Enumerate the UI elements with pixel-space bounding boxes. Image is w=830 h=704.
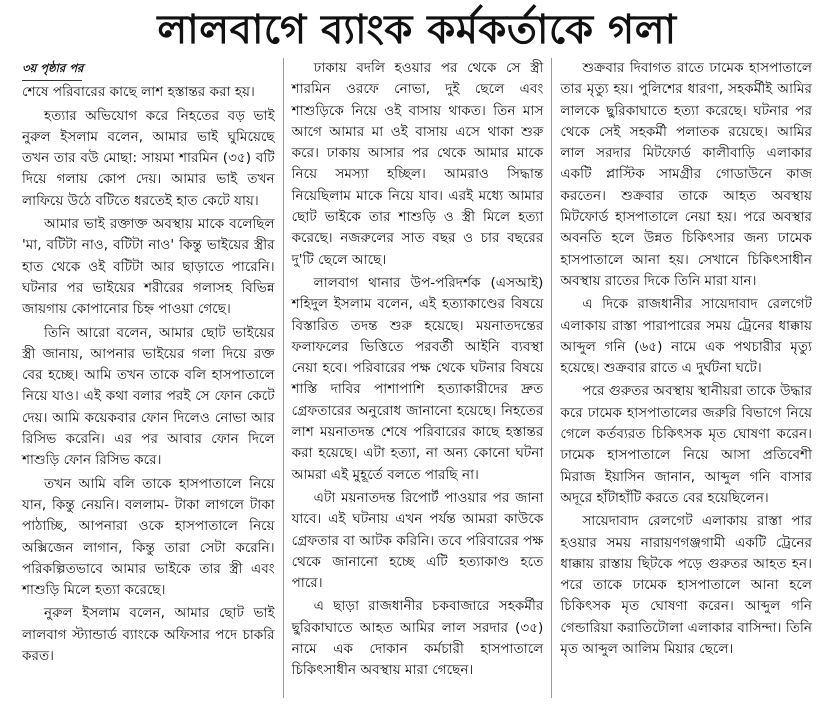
paragraph: তখন আমি বলি তাকে হাসপাতালে নিয়ে যান, কিন্তু নেয়নি। বললাম- টাকা লাগলে টাকা পাঠাচ্ছি, আপনারা ওকে হাসপাতালে নিয়ে অক্সিজেন লাগান, কিন্তু তারা সেটা করেনি। পরিকল্পিতভাবে আমার ভাইকে তার স্ত্রী এবং শাশুড়ি মিলে হত্যা করেছে।: [22, 475, 275, 599]
article-column-1: [14, 58, 283, 698]
paragraph: শেষে পরিবারের কাছে লাশ হস্তান্তর করা হয়।: [22, 84, 255, 101]
paragraph: এ ছাড়া রাজধানীর চকবাজারে সহকর্মীর ছুরিকাঘাতে আহত আমির লাল সরদার (৩৫) নামে এক দোকান কর্মচারী হাসপাতালে চিকিৎসাধীন অবস্থায় মারা গেছেন।: [291, 598, 544, 679]
article-column-2: [283, 58, 552, 698]
headline: লালবাগে ব্যাংক কর্মকর্তাকে গলা: [157, 7, 677, 53]
paragraph: এটা ময়নাতদন্ত রিপোর্ট পাওয়ার পর জানা যাবে। এই ঘটনায় এখন পর্যন্ত আমরা কাউকে গ্রেফতার বা আটক করিনি। তবে পরিবারের পক্ষ থেকে জানানো হচ্ছে এটি হত্যাকাণ্ড হতে পারে।: [291, 489, 544, 592]
paragraph: এ দিকে রাজধানীর সায়েদাবাদ রেলগেট এলাকায় রাস্তা পারাপারের সময় ট্রেনের ধাক্কায় আব্দুল গনি (৬৫) নামে এক পথচারীর মৃত্যু হয়েছে। শুক্রবার রাতে এ দুর্ঘটনা ঘটে।: [560, 296, 812, 377]
paragraph: নুরুল ইসলাম বলেন, আমার ছোট ভাই লালবাগ স্ট্যান্ডার্ড ব্যাংকে অফিসার পদে চাকরি করত।: [22, 605, 275, 665]
article-column-3: [551, 58, 820, 698]
paragraph: পরে গুরুতর অবস্থায় স্থানীয়রা তাকে উদ্ধার করে ঢামেক হাসপাতালের জরুরি বিভাগে নিয়ে গেলে কর্তব্যরত চিকিৎসক মৃত ঘোষণা করেন। ঢামেক হাসপাতালে নিয়ে আসা প্রতিবেশী মিরাজ ইয়াসিন জানান, আব্দুল গনি বাসার অদূরে হাঁটাহাঁটি করতে বের হয়েছিলেন।: [560, 383, 813, 506]
paragraph: ঢাকায় বদলি হওয়ার পর থেকে সে স্ত্রী শারমিন ওরফে নোভা, দুই ছেলে এবং শাশুড়িকে নিয়ে ওই বাসায় থাকত। তিন মাস আগে আমার মা ওই বাসায় এসে থাকা শুরু করে। ঢাকায় আসার পর থেকে আমার মাকে নিয়ে সমস্যা হচ্ছিল। আমরাও সিদ্ধান্ত নিয়েছিলাম মাকে নিয়ে যাব। এরই মধ্যে আমার ছোট ভাইকে তার শাশুড়ি ও স্ত্রী মিলে হত্যা করেছে। নজরুলের সাত বছর ও চার বছরের দু'টি ছেলে আছে।: [291, 60, 544, 268]
article-columns: [14, 58, 820, 698]
paragraph: হত্যার অভিযোগ করে নিহতের বড় ভাই নুরুল ইসলাম বলেন, আমার ভাই ঘুমিয়েছে তখন তার বউ মোছা: সায়মা শারমিন (৩৫) বটি দিয়ে গলায় কোপ দেয়। আমার ভাই তখন লাফিয়ে উঠে বটিতে ধরতেই হাত কেটে যায়।: [22, 107, 275, 209]
paragraph: লালবাগ থানার উপ-পরিদর্শক (এসআই) শহিদুল ইসলাম বলেন, এই হত্যাকাণ্ডের বিষয়ে বিস্তারিত তদন্ত শুরু হয়েছে। ময়নাতদন্তের ফলাফলের ভিত্তিতে পরবর্তী আইনি ব্যবস্থা নেয়া হবে। পরিবারের পক্ষ থেকে ঘটনার বিষয়ে শাস্তি দাবির পাশাপাশি হত্যাকারীদের দ্রুত গ্রেফতারের অনুরোধ জানানো হয়েছে। নিহতের লাশ ময়নাতদন্ত শেষে পরিবারের কাছে হস্তান্তর করা হয়েছে। এটা হত্যা, না অন্য কোনো ঘটনা আমরা এই মুহূর্তে বলতে পারছি না।: [291, 274, 544, 483]
paragraph: তিনি আরো বলেন, আমার ছোট ভাইয়ের স্ত্রী জানায়, আপনার ভাইয়ের গলা দিয়ে রক্ত বের হচ্ছে। আমি তখন তাকে বলি হাসপাতালে নিয়ে যাও। এই কথা বলার পরই সে ফোন কেটে দেয়। আমি কয়েকবার ফোন দিলেও নোভা আর রিসিভ করেনি। এর পর আবার ফোন দিলে শাশুড়ি ফোন রিসিভ করে।: [22, 324, 275, 469]
paragraph: সায়েদাবাদ রেলগেট এলাকায় রাস্তা পার হওয়ার সময় নারায়ণগঞ্জগামী একটি ট্রেনের ধাক্কায় রাস্তায় ছিটকে পড়ে গুরুতর আহত হন। পরে তাকে ঢামেক হাসপাতালে আনা হলে চিকিৎসক মৃত ঘোষণা করেন। আব্দুল গনি গেন্ডারিয়া করাতিটোলা এলাকার বাসিন্দা। তিনি মৃত আব্দুল আলিম মিয়ার ছেলে।: [560, 513, 812, 658]
paragraph: শুক্রবার দিবাগত রাতে ঢামেক হাসপাতালে তার মৃত্যু হয়। পুলিশের ধারণা, সহকর্মীই আমির লালকে ছুরিকাঘাতে হত্যা করেছে। ঘটনার পর থেকে সেই সহকর্মী পলাতক রয়েছে। আমির লাল সরদার মিটফোর্ড কালীবাড়ি এলাকার একটি প্লাস্টিক সামগ্রীর গোডাউনে কাজ করতেন। শুক্রবার তাকে আহত অবস্থায় মিটফোর্ড হাসপাতালে নেয়া হয়। পরে অবস্থার অবনতি হলে উন্নত চিকিৎসার জন্য ঢামেক হাসপাতালে আনা হয়। সেখানে চিকিৎসাধীন অবস্থায় রাতের দিকে তিনি মারা যান।: [560, 60, 812, 289]
continuation-label: ৩য় পৃষ্ঠার পর: [22, 58, 275, 81]
paragraph: আমার ভাই রক্তাক্ত অবস্থায় মাকে বলেছিল 'মা, বটিটা নাও, বটিটা নাও' কিন্তু ভাইয়ের স্ত্রীর হাত থেকে ওই বটিটা আর ছাড়াতে পারেনি। ঘটনার পর ভাইয়ের শরীরের গলাসহ বিভিন্ন জায়গায় কোপানোর চিহ্ন পাওয়া গেছে।: [22, 216, 275, 318]
